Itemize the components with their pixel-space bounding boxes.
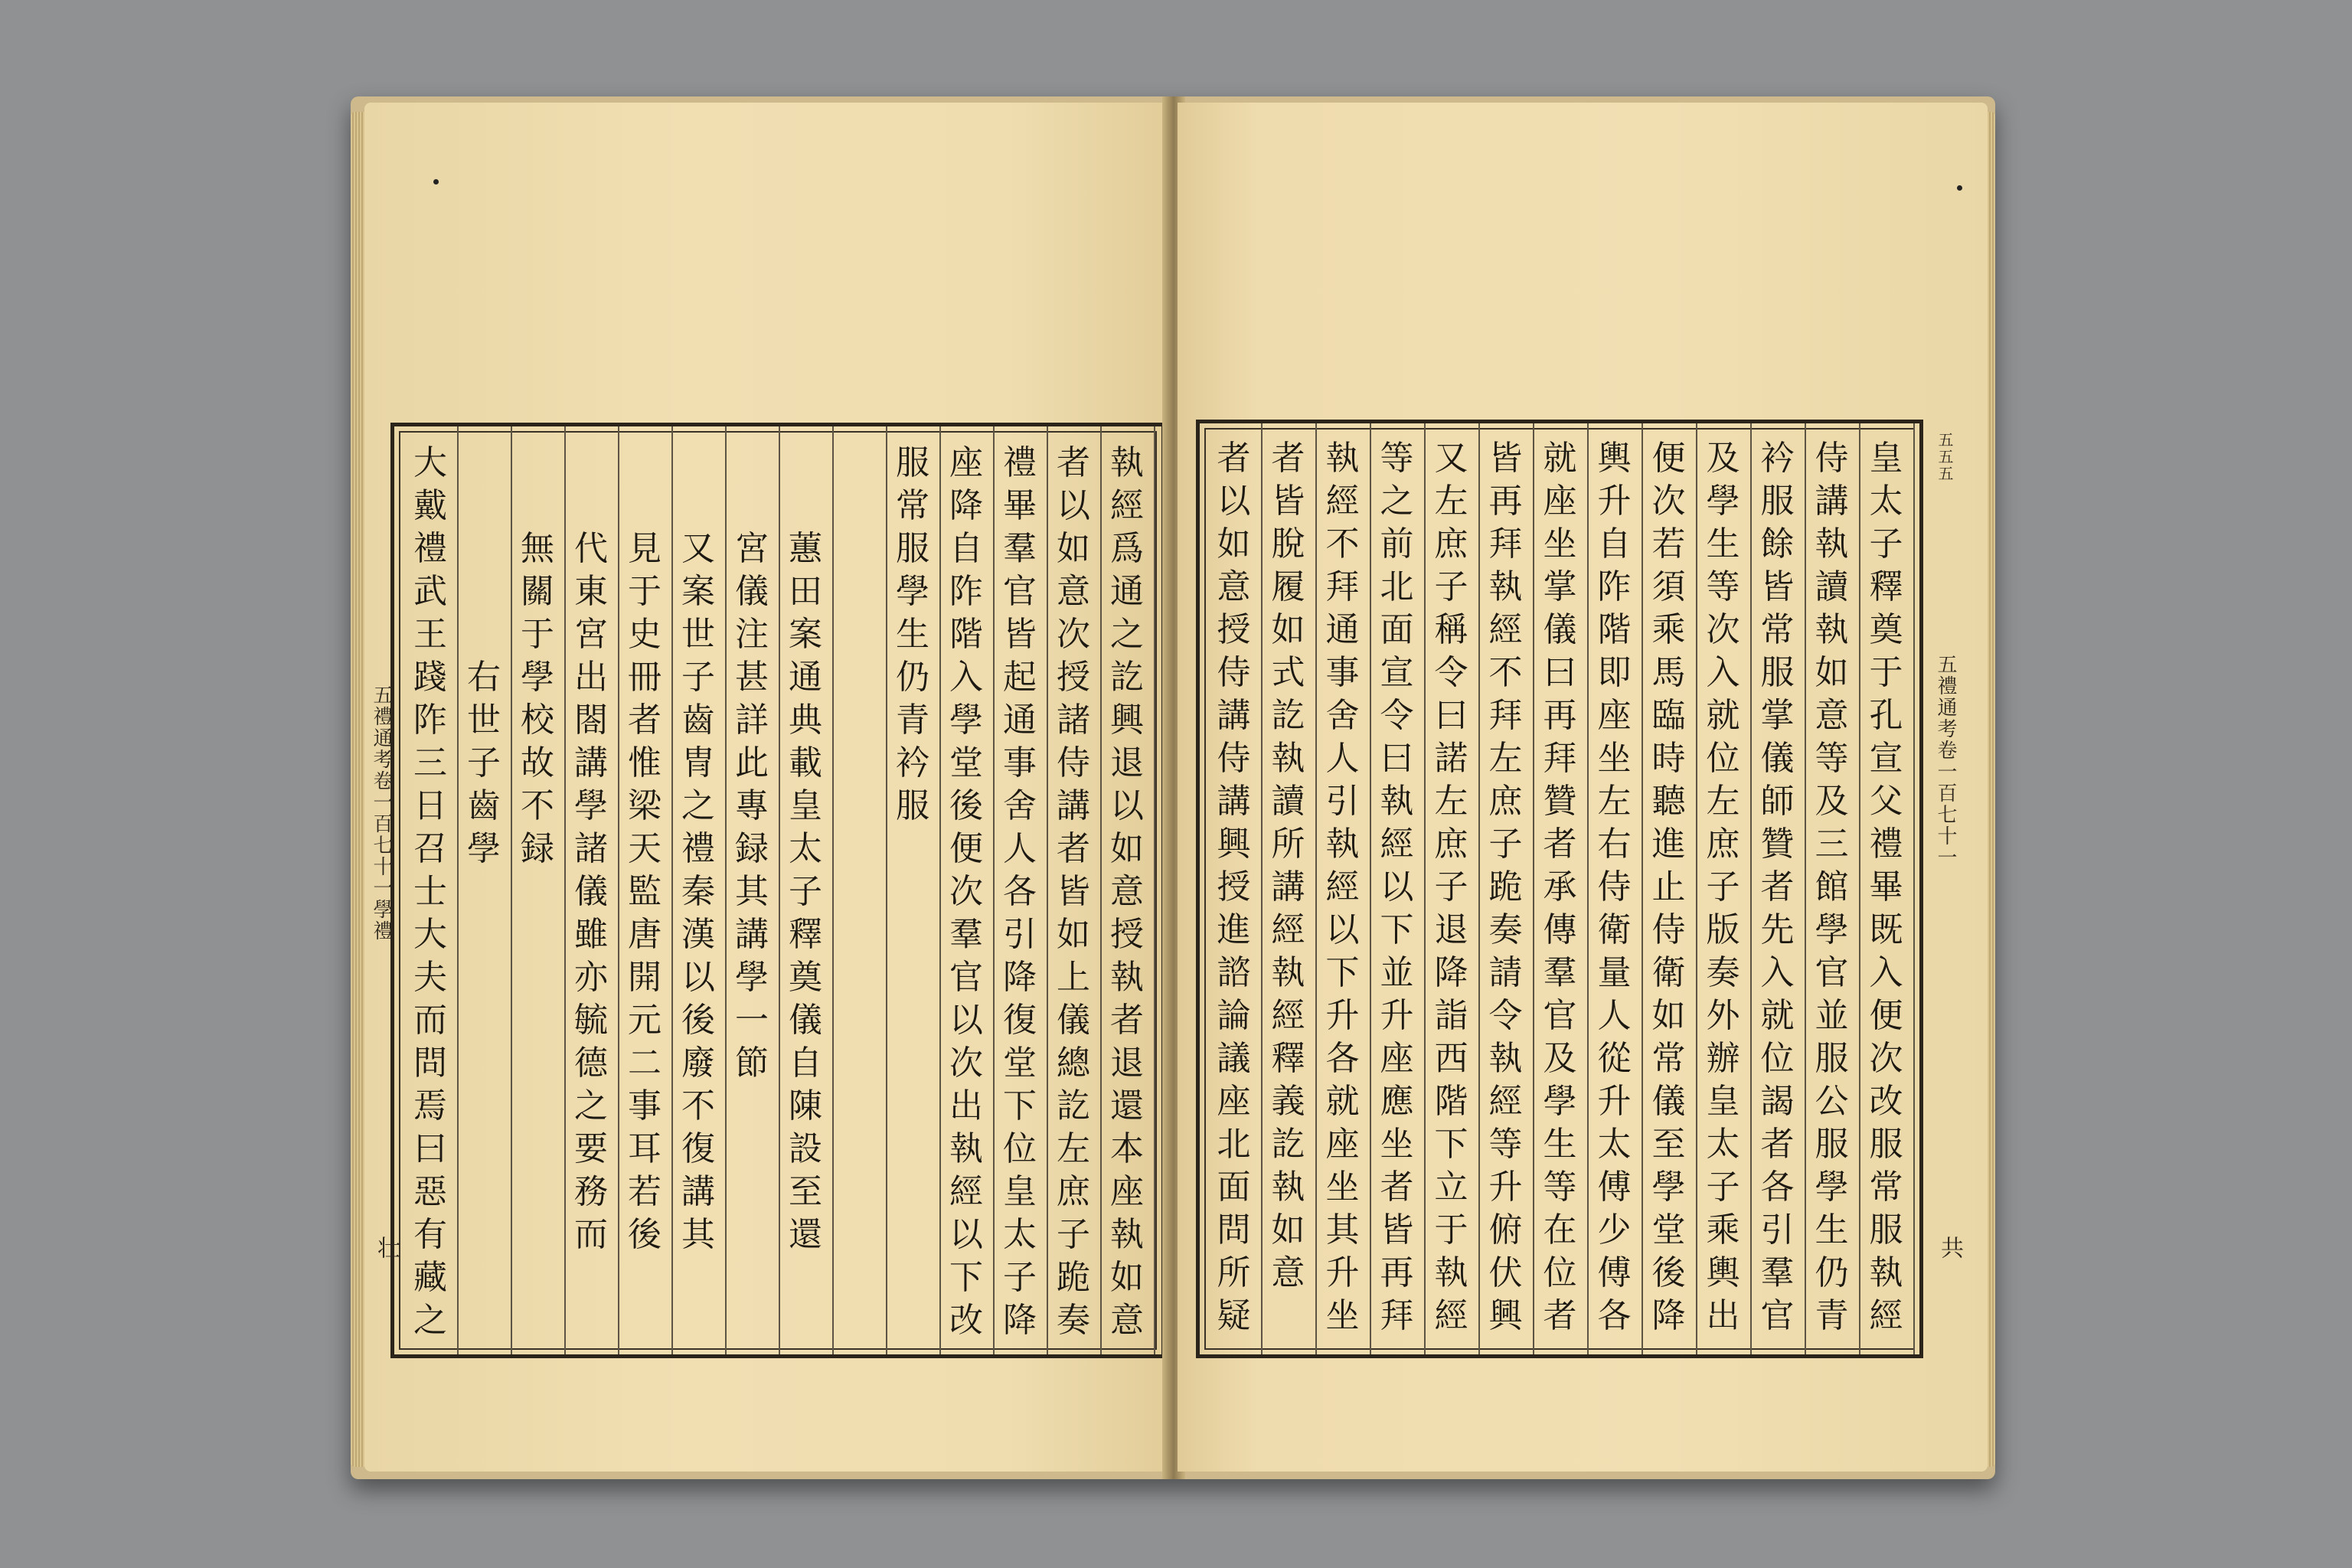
- ink-dot: [433, 179, 439, 185]
- text-column: 皆 再 拜 執 經 不 拜 左 庶 子 跪 奏 請 令 執 經 等 升 俯 伏 興: [1488, 439, 1523, 1335]
- column-rule: [1261, 423, 1263, 1354]
- right-margin-number: 五五五: [1936, 432, 1954, 482]
- text-column: 執 經 不 拜 通 事 舍 人 引 執 經 以 下 升 各 就 座 坐 其 升 坐: [1325, 439, 1360, 1335]
- column-rule: [1642, 423, 1643, 1354]
- text-column: [832, 426, 886, 1370]
- text-column: 大 戴 禮 武 王 踐 阼 三 日 召 士 大 夫 而 問 焉 曰 惡 有 藏 之: [413, 443, 447, 1340]
- column-rule: [457, 426, 459, 1354]
- open-book: [351, 96, 1995, 1479]
- text-column: 見 于 史 冊 者 惟 梁 天 監 唐 開 元 二 事 耳 若 後: [628, 529, 662, 1254]
- column-rule: [993, 426, 995, 1354]
- column-rule: [886, 426, 887, 1354]
- column-rule: [939, 426, 941, 1354]
- text-column: 皇 太 子 釋 奠 于 孔 宣 父 禮 畢 既 入 便 次 改 服 常 服 執 經: [1869, 439, 1903, 1335]
- column-rule: [725, 426, 727, 1354]
- text-column: 侍 講 執 讀 執 如 意 等 及 三 館 學 官 並 服 公 服 學 生 仍 青: [1815, 439, 1849, 1335]
- text-column: 執 經 爲 通 之 訖 興 退 以 如 意 授 執 者 退 還 本 座 執 如 意: [1110, 443, 1144, 1340]
- text-column: 等 之 前 北 面 宣 令 曰 執 經 以 下 並 升 座 應 坐 者 皆 再 拜: [1380, 439, 1414, 1335]
- text-column: 輿 升 自 阼 階 即 座 坐 左 右 侍 衛 量 人 從 升 太 傅 少 傅 各: [1597, 439, 1632, 1335]
- column-rule: [1315, 423, 1317, 1354]
- column-rule: [1100, 426, 1102, 1354]
- text-column: 禮 畢 羣 官 皆 起 通 事 舍 人 各 引 降 復 堂 下 位 皇 太 子 降: [1003, 443, 1037, 1340]
- left-margin-title: 五禮通考卷一百七十一學禮: [370, 684, 393, 942]
- column-rule: [1859, 423, 1860, 1354]
- text-column: 又 左 庶 子 稱 令 曰 諾 左 庶 子 退 降 詣 西 階 下 立 于 執 經: [1434, 439, 1468, 1335]
- column-rule: [832, 426, 834, 1354]
- text-column: 蕙 田 案 通 典 載 皇 太 子 釋 奠 儀 自 陳 設 至 還: [789, 529, 822, 1254]
- text-column: 就 座 坐 掌 儀 曰 再 拜 贊 者 承 傳 羣 官 及 學 生 等 在 位 者: [1543, 439, 1577, 1335]
- column-rule: [779, 426, 780, 1354]
- right-page: [1178, 103, 1988, 1472]
- left-page: [364, 103, 1168, 1472]
- text-column: 者 皆 脫 履 如 式 訖 執 讀 所 講 經 執 經 釋 義 訖 執 如 意: [1271, 439, 1305, 1292]
- column-rule: [1913, 423, 1915, 1354]
- text-column: 及 學 生 等 次 入 就 位 左 庶 子 版 奏 外 辦 皇 太 子 乘 輿 出: [1706, 439, 1740, 1335]
- left-text-frame: [390, 423, 1165, 1358]
- column-rule: [1587, 423, 1589, 1354]
- left-margin-page: 壮: [373, 1236, 400, 1260]
- right-margin-page: 共: [1936, 1236, 1963, 1260]
- column-rule: [1533, 423, 1534, 1354]
- text-column: 者 以 如 意 次 授 諸 侍 講 者 皆 如 上 儀 總 訖 左 庶 子 跪 奏: [1057, 443, 1090, 1340]
- text-column: 座 降 自 阼 階 入 學 堂 後 便 次 羣 官 以 次 出 執 經 以 下 改: [949, 443, 983, 1340]
- column-rule: [1750, 423, 1752, 1354]
- text-column: 無 關 于 學 校 故 不 録: [521, 529, 554, 868]
- text-column: 右 世 子 齒 學: [467, 658, 501, 868]
- column-rule: [1478, 423, 1480, 1354]
- column-rule: [1696, 423, 1697, 1354]
- right-margin-title: 五禮通考卷一百七十一: [1934, 654, 1957, 868]
- text-column: 者 以 如 意 授 侍 講 侍 講 興 授 進 諮 論 議 座 北 面 問 所 疑: [1217, 439, 1251, 1335]
- column-rule: [1047, 426, 1048, 1354]
- text-column: 便 次 若 須 乘 馬 臨 時 聽 進 止 侍 衛 如 常 儀 至 學 堂 後 降: [1651, 439, 1686, 1335]
- column-rule: [671, 426, 673, 1354]
- text-column: 衿 服 餘 皆 常 服 掌 儀 師 贊 者 先 入 就 位 謁 者 各 引 羣 官: [1760, 439, 1795, 1335]
- right-text-frame: [1196, 420, 1923, 1358]
- text-column: 宮 儀 注 甚 詳 此 專 録 其 講 學 一 節: [735, 529, 769, 1083]
- text-column: 服 常 服 學 生 仍 青 衿 服: [896, 443, 929, 825]
- column-rule: [1805, 423, 1806, 1354]
- column-rule: [1424, 423, 1426, 1354]
- ink-dot: [1957, 185, 1962, 191]
- column-rule: [1154, 426, 1155, 1354]
- column-rule: [564, 426, 566, 1354]
- column-rule: [618, 426, 619, 1354]
- text-column: 代 東 宮 出 閤 講 學 諸 儀 雖 亦 毓 德 之 要 務 而: [574, 529, 608, 1254]
- column-rule: [1370, 423, 1371, 1354]
- text-column: 又 案 世 子 齒 冑 之 禮 秦 漢 以 後 廢 不 復 講 其: [681, 529, 715, 1254]
